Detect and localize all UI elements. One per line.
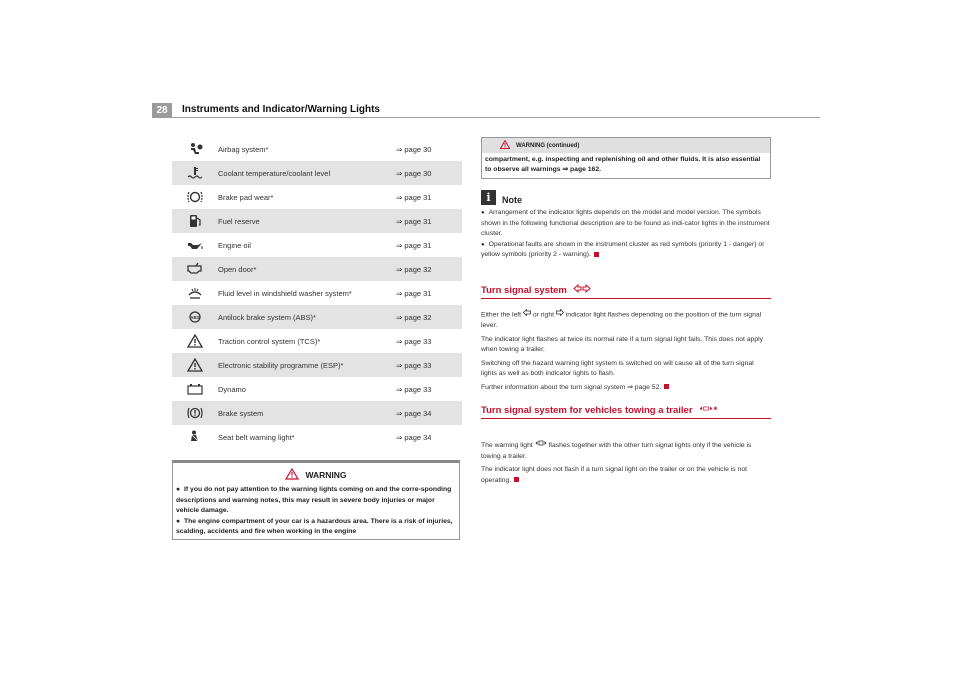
info-icon: i	[481, 190, 496, 205]
indicator-label: Brake pad wear*	[218, 192, 274, 202]
note-item: ● Operational faults are shown in the instrument cluster as red symbols (priority 1 - danger) or yellow symbols (priority 2 - warning).	[481, 240, 765, 258]
note-heading	[481, 190, 522, 205]
page-reference[interactable]: ⇒ page 31	[396, 216, 432, 226]
page-reference[interactable]: ⇒ page 31	[396, 192, 432, 202]
indicator-row	[172, 185, 462, 209]
page-reference[interactable]: ⇒ page 34	[396, 432, 432, 442]
page-title: Instruments and Indicator/Warning Lights	[182, 104, 380, 115]
warning-triangle-icon	[500, 140, 510, 151]
section-end-icon	[664, 384, 669, 389]
paragraph: Further information about the turn signal system ⇒ page 52.	[481, 383, 771, 394]
warning-item: ● If you do not pay attention to the warning lights coming on and the corre-sponding descriptions and warning notes, this may result in severe body injuries or major vehicle damage.	[176, 486, 452, 514]
indicator-row	[172, 353, 462, 377]
section-title: Turn signal system	[481, 284, 567, 296]
warning-continued-text: compartment, e.g. inspecting and replenishing oil and other fluids. It is also essential to observe all warnings ⇒ page 162.	[485, 156, 761, 173]
indicator-label: Coolant temperature/coolant level	[218, 168, 331, 178]
indicator-row	[172, 329, 462, 353]
warning-triangle-icon	[285, 468, 299, 482]
page-number: 28	[152, 103, 172, 118]
bullet-icon: ●	[481, 210, 485, 216]
turn-signal-arrows-icon	[573, 284, 591, 296]
warning-list	[173, 485, 459, 538]
warning-title: WARNING	[305, 470, 347, 480]
warning-continued-box	[481, 137, 771, 179]
coolant-temperature-icon	[172, 161, 218, 185]
page-reference[interactable]: ⇒ page 30	[396, 168, 432, 178]
indicator-label: Fluid level in windshield washer system*	[218, 288, 352, 298]
page-reference[interactable]: ⇒ page 31	[396, 240, 432, 250]
warning-box	[172, 460, 460, 540]
indicator-label: Antilock brake system (ABS)*	[218, 312, 316, 322]
tcs-triangle-icon	[172, 329, 218, 353]
brake-system-icon	[172, 401, 218, 425]
indicator-row	[172, 209, 462, 233]
trailer-signal-icon	[699, 404, 713, 416]
washer-fluid-icon	[172, 281, 218, 305]
indicator-row	[172, 281, 462, 305]
section-rule	[481, 418, 771, 419]
brake-pad-icon	[172, 185, 218, 209]
bullet-icon: ●	[481, 241, 485, 248]
turn-signal-body	[481, 309, 771, 396]
header-rule	[172, 117, 820, 118]
airbag-icon	[172, 137, 218, 161]
indicator-label: Fuel reserve	[218, 216, 260, 226]
turn-signal-heading	[481, 284, 591, 296]
page-reference[interactable]: ⇒ page 33	[396, 360, 432, 370]
page-reference[interactable]: ⇒ page 32	[396, 312, 432, 322]
warning-heading	[173, 467, 459, 483]
indicator-row	[172, 305, 462, 329]
page-reference[interactable]: ⇒ page 31	[396, 288, 432, 298]
right-arrow-icon	[556, 309, 564, 321]
paragraph: Switching off the hazard warning light system is switched on will cause all of the turn signal lights as well as both indicator lights to flash.	[481, 359, 754, 378]
page-reference[interactable]: ⇒ page 33	[396, 384, 432, 394]
indicator-row	[172, 377, 462, 401]
warning-continued-header	[482, 138, 770, 153]
asterisk: *	[713, 404, 718, 416]
fuel-pump-icon	[172, 209, 218, 233]
indicator-table	[172, 137, 462, 449]
note-title: Note	[502, 195, 522, 205]
svg-text:ABS: ABS	[190, 314, 200, 320]
page-reference[interactable]: ⇒ page 33	[396, 336, 432, 346]
note-body	[481, 208, 771, 261]
bullet-icon: ●	[176, 486, 181, 493]
paragraph: The indicator light does not flash if a turn signal light on the trailer or on the vehicle is not operating.	[481, 466, 747, 484]
open-door-icon	[172, 257, 218, 281]
warning-item: ● The engine compartment of your car is a hazardous area. There is a risk of injuries, scalding, accidents and fire when working in the engine	[176, 517, 453, 535]
section-title: Turn signal system for vehicles towing a trailer	[481, 404, 693, 416]
left-arrow-icon	[523, 309, 531, 321]
page-reference[interactable]: ⇒ page 30	[396, 144, 432, 154]
trailer-signal-icon	[535, 440, 547, 451]
warning-continued-title: WARNING (continued)	[516, 142, 580, 149]
indicator-label: Open door*	[218, 264, 257, 274]
indicator-row	[172, 161, 462, 185]
indicator-label: Airbag system*	[218, 144, 269, 154]
section-end-icon	[514, 477, 519, 482]
section-end-icon	[594, 252, 599, 257]
indicator-label: Engine oil	[218, 240, 251, 250]
indicator-row	[172, 257, 462, 281]
indicator-label: Electronic stability programme (ESP)*	[218, 360, 344, 370]
indicator-label: Brake system	[218, 408, 264, 418]
oil-can-icon	[172, 233, 218, 257]
indicator-label: Seat belt warning light*	[218, 432, 295, 442]
note-item: ● Arrangement of the indicator lights depends on the model and model version. The symbols shown in the following functional description are to be found as indi-cator lights in the instrument cluster.	[481, 209, 770, 237]
page-reference[interactable]: ⇒ page 32	[396, 264, 432, 274]
indicator-row	[172, 401, 462, 425]
indicator-label: Dynamo	[218, 384, 246, 394]
seat-belt-icon	[172, 425, 218, 449]
indicator-row	[172, 425, 462, 449]
indicator-label: Traction control system (TCS)*	[218, 336, 321, 346]
trailer-signal-body	[481, 440, 771, 489]
esp-triangle-icon	[172, 353, 218, 377]
indicator-row	[172, 137, 462, 161]
page-reference[interactable]: ⇒ page 34	[396, 408, 432, 418]
abs-icon	[172, 305, 218, 329]
paragraph: The indicator light flashes at twice its normal rate if a turn signal light fails. This does not apply when towing a trailer.	[481, 335, 764, 354]
indicator-row	[172, 233, 462, 257]
paragraph: The warning light flashes together with the other turn signal lights only if the vehicle is towing a trailer.	[481, 440, 771, 462]
bullet-icon: ●	[176, 517, 181, 525]
trailer-signal-heading	[481, 404, 717, 416]
paragraph: Either the left or right indicator light flashes depending on the position of the turn signal lever.	[481, 309, 771, 332]
battery-icon	[172, 377, 218, 401]
section-rule	[481, 298, 771, 299]
